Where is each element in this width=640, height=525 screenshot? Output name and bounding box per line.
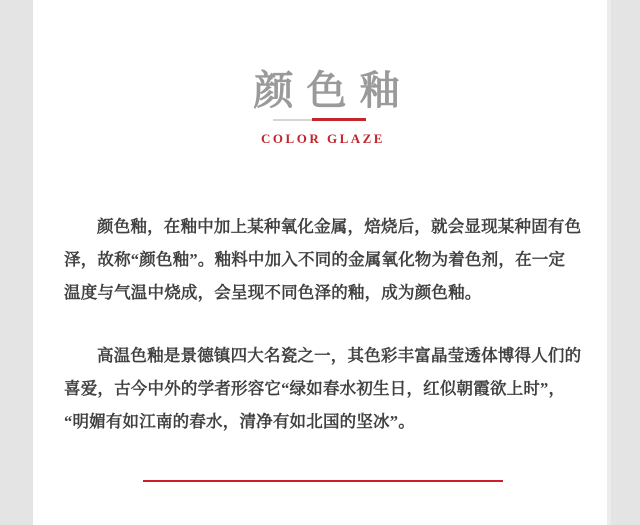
paragraph-line: 喜爱，古今中外的学者形容它“绿如春水初生日，红似朝霞欲上时”， bbox=[64, 379, 566, 398]
title-divider-gray-segment bbox=[273, 119, 312, 121]
paragraph-line: 温度与气温中烧成，会呈现不同色泽的釉，成为颜色釉。 bbox=[64, 283, 482, 302]
paragraph-line: 颜色釉，在釉中加上某种氧化金属，焙烧后，就会显现某种固有色 bbox=[97, 217, 582, 236]
paragraph-line: 泽，故称“颜色釉”。釉料中加入不同的金属氧化物为着色剂，在一定 bbox=[64, 250, 566, 269]
paragraph bbox=[64, 339, 582, 438]
paragraph-line: 高温色釉是景德镇四大名瓷之一，其色彩丰富晶莹透体博得人们的 bbox=[97, 346, 582, 365]
footer-divider-line bbox=[143, 480, 503, 482]
page-subtitle: COLOR GLAZE bbox=[261, 131, 385, 146]
paragraph bbox=[64, 210, 582, 309]
page-title: 颜色釉 bbox=[253, 68, 413, 113]
title-divider-red-segment bbox=[312, 118, 366, 121]
article bbox=[64, 210, 582, 438]
paragraph-line: “明媚有如江南的春水，清净有如北国的坚冰”。 bbox=[64, 412, 415, 431]
